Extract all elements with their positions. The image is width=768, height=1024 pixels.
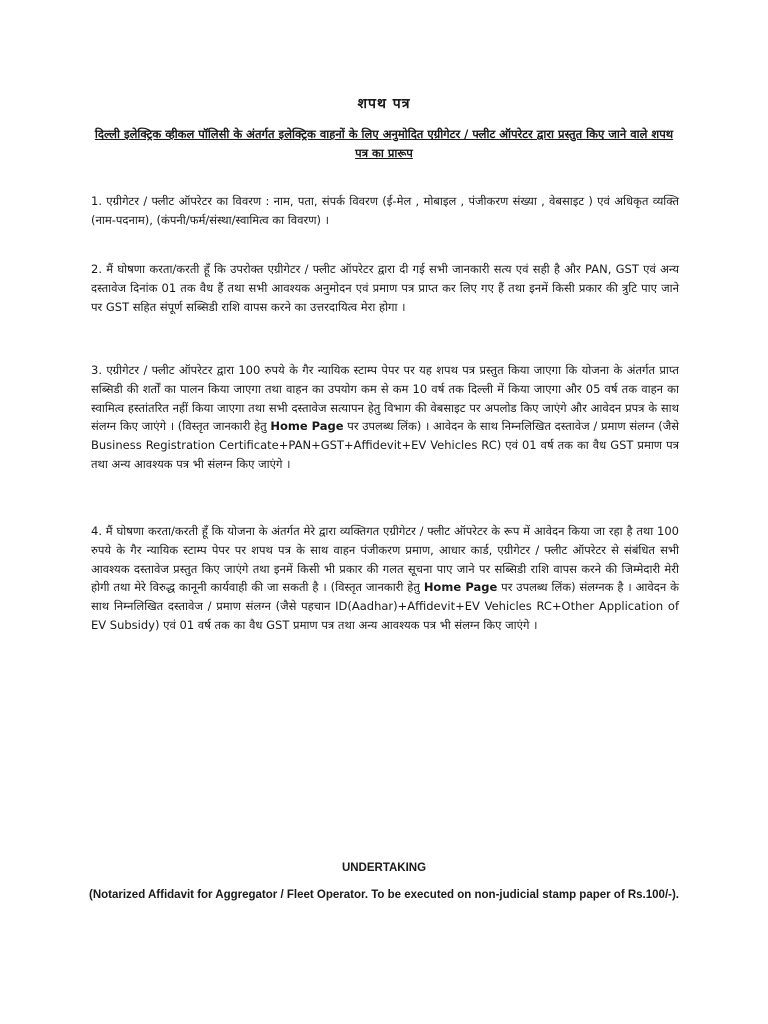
page-subtitle: दिल्ली इलेक्ट्रिक व्हीकल पॉलिसी के अंतर्गत इलेक्ट्रिक वाहनों के लिए अनुमोदित एग्रीगेटर / फ्लीट ऑपरेटर द्वारा प्रस्तुत किए जाने वाले शपथ पत्र का प्रारूप [94,127,674,160]
paragraph-3 [91,361,679,474]
home-page-link-text: Home Page [270,419,344,434]
paragraph-1: 1. एग्रीगेटर / फ्लीट ऑपरेटर का विवरण : नाम, पता, संपर्क विवरण (ई-मेल , मोबाइल , पंजीकरण संख्या , वेबसाइट ) एवं अधिकृत व्यक्ति (नाम-पदनाम), (कंपनी/फर्म/संस्था/स्वामित्व का विवरण) । [91,194,679,227]
paragraph-3-text-b: पर उपलब्ध लिंक) । आवेदन के साथ निम्नलिखित दस्तावेज / प्रमाण संलग्न (जैसे Business Registration Certificate+PAN+GST+Affidevit+EV Vehicles RC) एवं 01 वर्ष तक का वैध GST प्रमाण पत्र तथा अन्य आवश्यक पत्र भी संलग्न किए जाएंगे । [91,419,680,471]
paragraph-3-text-a: 3. एग्रीगेटर / फ्लीट ऑपरेटर द्वारा 100 रुपये के गैर न्यायिक स्टाम्प पेपर पर यह शपथ पत्र प्रस्तुत किया जाएगा कि योजना के अंतर्गत प्राप्त सब्सिडी की शर्तों का पालन किया जाएगा तथा वाहन का उपयोग कम से कम 10 वर्ष तक दिल्ली में किया जाएगा और 05 वर्ष तक वाहन का स्वामित्व हस्तांतरित नहीं किया जाएगा तथा सभी दस्तावेज सत्यापन हेतु विभाग की वेबसाइट पर अपलोड किए जाएंगे और आवेदन प्रपत्र के साथ संलग्न किए जाएंगे । (विस्तृत जानकारी हेतु [91,363,679,434]
paragraph-4 [91,522,679,635]
page-title: शपथ पत्र [357,96,411,112]
paragraph-4-text-a: 4. मैं घोषणा करता/करती हूँ कि योजना के अंतर्गत मेरे द्वारा व्यक्तिगत एग्रीगेटर / फ्लीट ऑपरेटर के रूप में आवेदन किया जा रहा है तथा 100 रुपये के गैर न्यायिक स्टाम्प पेपर पर शपथ पत्र के साथ वाहन पंजीकरण प्रमाण, आधार कार्ड, एग्रीगेटर / फ्लीट ऑपरेटर से संबंधित सभी आवश्यक दस्तावेज प्रस्तुत किए जाएंगे तथा इनमें किसी भी प्रकार की गलत सूचना पाए जाने पर सब्सिडी राशि वापस करने की जिम्मेदारी मेरी होगी तथा मेरे विरुद्ध कानूनी कार्यवाही की जा सकती है । (विस्तृत जानकारी हेतु [91,524,679,595]
home-page-link-text: Home Page [423,580,498,595]
undertaking-heading: UNDERTAKING [341,862,427,874]
paragraph-2: 2. मैं घोषणा करता/करती हूँ कि उपरोक्त एग्रीगेटर / फ्लीट ऑपरेटर द्वारा दी गई सभी जानकारी सत्य एवं सही है और PAN, GST एवं अन्य दस्तावेज दिनांक 01 तक वैध हैं तथा सभी आवश्यक अनुमोदन एवं प्रमाण पत्र प्राप्त कर लिए गए हैं तथा इनमें किसी प्रकार की त्रुटि पाए जाने पर GST सहित संपूर्ण सब्सिडी राशि वापस करने का उत्तरदायित्व मेरा होगा । [91,262,679,314]
paragraph-4-text-b: पर उपलब्ध लिंक) संलग्नक है । आवेदन के साथ निम्नलिखित दस्तावेज / प्रमाण संलग्न (जैसे पहचान ID(Aadhar)+Affidevit+EV Vehicles RC+Other Application of EV Subsidy) एवं 01 वर्ष तक का वैध GST प्रमाण पत्र तथा अन्य आवश्यक पत्र भी संलग्न किए जाएंगे । [91,580,679,632]
notarized-note: (Notarized Affidavit for Aggregator / Fleet Operator. To be executed on non-judicial stamp paper of Rs.100/-). [89,889,679,901]
